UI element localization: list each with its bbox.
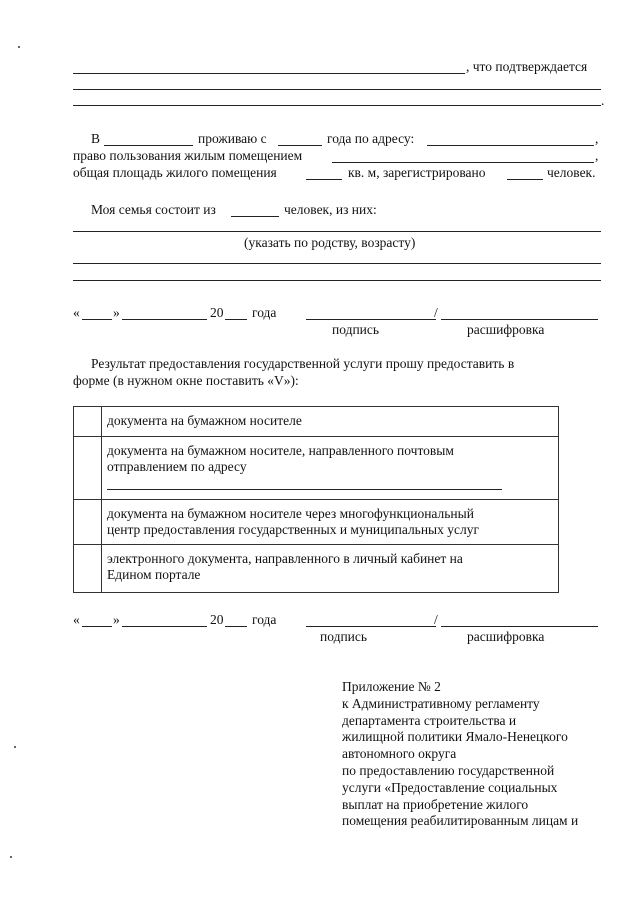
date-close-quote: » — [113, 612, 120, 627]
year-blank — [225, 626, 247, 627]
scan-speck — [18, 46, 20, 48]
family-hint: (указать по родству, возрасту) — [244, 235, 416, 250]
sign-label: подпись — [332, 322, 380, 337]
date-open-quote: « — [73, 612, 80, 627]
slash: / — [434, 305, 438, 320]
appendix-line: помещения реабилитированным лицам и — [342, 813, 579, 829]
end-period: . — [601, 93, 605, 108]
date-open-quote: « — [73, 305, 80, 320]
scan-speck — [14, 746, 16, 748]
option-line: документа на бумажном носителе, направленного почтовым — [107, 443, 454, 458]
option-line: центр предоставления государственных и муниципальных услуг — [107, 522, 480, 537]
confirm-suffix: , что подтверждается — [466, 59, 588, 74]
scan-speck — [10, 856, 12, 858]
option-checkbox-mail[interactable] — [74, 437, 102, 500]
appendix-line: к Административному регламенту — [342, 695, 540, 711]
signature-blank — [306, 319, 436, 320]
year-address-label: года по адресу: — [327, 131, 415, 146]
blank-line — [278, 145, 322, 146]
appendix-line: автономного округа — [342, 746, 457, 762]
blank-line — [231, 216, 279, 217]
year-word: года — [252, 612, 277, 627]
option-checkbox-electronic[interactable] — [74, 545, 102, 593]
option-line: электронного документа, направленного в личный кабинет на — [107, 551, 463, 566]
option-checkbox-mfc[interactable] — [74, 500, 102, 545]
decode-label: расшифровка — [467, 322, 545, 337]
blank-line — [427, 145, 594, 146]
option-line: отправлением по адресу — [107, 459, 247, 474]
result-request-line1: Результат предоставления государственной услуги прошу предоставить в — [91, 356, 515, 371]
comma: , — [595, 131, 599, 146]
day-blank — [82, 626, 112, 627]
option-row — [74, 437, 559, 500]
blank-line — [73, 231, 601, 232]
blank-line — [306, 179, 342, 180]
date-close-quote: » — [113, 305, 120, 320]
decode-blank — [441, 626, 598, 627]
blank-line — [73, 263, 601, 264]
appendix-block — [342, 679, 578, 830]
option-line: документа на бумажном носителе через многофункциональный — [107, 506, 474, 521]
blank-line — [332, 162, 594, 163]
day-blank — [82, 319, 112, 320]
usage-right-label: право пользования жилым помещением — [73, 148, 303, 163]
option-row — [74, 500, 559, 545]
year-prefix: 20 — [210, 305, 224, 320]
signature-blank — [306, 626, 436, 627]
persons-label: человек. — [547, 165, 596, 180]
month-blank — [122, 319, 207, 320]
blank-line — [104, 145, 193, 146]
sqm-label: кв. м, зарегистрировано — [348, 165, 486, 180]
month-blank — [122, 626, 207, 627]
decode-blank — [441, 319, 598, 320]
family-lead: Моя семья состоит из — [91, 202, 216, 217]
option-row — [74, 407, 559, 437]
delivery-options-table — [73, 406, 559, 593]
slash: / — [434, 612, 438, 627]
option-line: Едином портале — [107, 567, 201, 582]
option-text — [102, 545, 559, 593]
option-checkbox-paper[interactable] — [74, 407, 102, 437]
comma: , — [595, 148, 599, 163]
appendix-line: выплат на приобретение жилого — [342, 796, 529, 812]
living-since-label: проживаю с — [198, 131, 267, 146]
blank-line — [73, 73, 465, 74]
option-text — [102, 500, 559, 545]
option-text — [102, 407, 559, 437]
option-row — [74, 545, 559, 593]
family-tail: человек, из них: — [284, 202, 377, 217]
residence-in-label: В — [91, 131, 101, 146]
option-text — [102, 437, 559, 500]
decode-label: расшифровка — [467, 629, 545, 644]
option-line: документа на бумажном носителе — [107, 413, 302, 428]
year-word: года — [252, 305, 277, 320]
address-blank — [107, 489, 502, 490]
blank-line — [73, 280, 601, 281]
appendix-line: жилищной политики Ямало-Ненецкого — [342, 729, 568, 745]
appendix-line: департамента строительства и — [342, 712, 517, 728]
blank-line — [73, 105, 601, 106]
year-blank — [225, 319, 247, 320]
appendix-line: по предоставлению государственной — [342, 762, 555, 778]
year-prefix: 20 — [210, 612, 224, 627]
result-request-line2: форме (в нужном окне поставить «V»): — [73, 373, 299, 388]
blank-line — [507, 179, 543, 180]
appendix-title: Приложение № 2 — [342, 679, 441, 694]
blank-line — [73, 89, 601, 90]
area-label: общая площадь жилого помещения — [73, 165, 277, 180]
sign-label: подпись — [320, 629, 368, 644]
appendix-line: услуги «Предоставление социальных — [342, 779, 558, 795]
